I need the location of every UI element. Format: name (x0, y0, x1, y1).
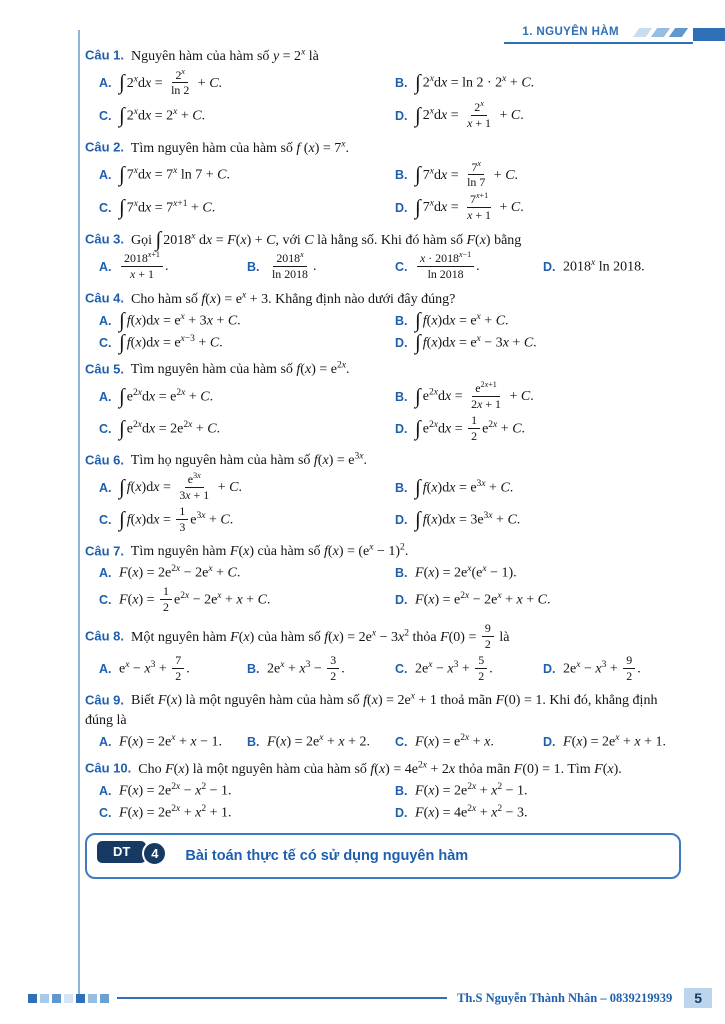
option-letter: C. (99, 335, 112, 350)
answer-options (85, 780, 681, 823)
option-c (99, 585, 385, 616)
option-formula: ∫ $e^{2x}dx = e^{2x} + C$. (119, 384, 214, 408)
option-formula: ∫ $e^{2x}dx = 2e^{2x} + C$. (119, 416, 221, 441)
option-letter: B. (247, 661, 260, 676)
option-formula: ∫ f(x)dx = $\frac{e^{3x}}{3x + 1}$ + C. (119, 471, 242, 503)
option-d (395, 192, 681, 224)
option-letter: A. (99, 259, 112, 274)
option-formula: ∫ $7^xdx = 7^x$ ln 7 + C. (119, 162, 230, 187)
option-letter: D. (395, 805, 408, 820)
question-number-label: Câu 5. (85, 361, 125, 377)
option-formula: ∫ $2^xdx = 2^x + C$. (119, 103, 206, 127)
option-formula: $F(x) = e^{2x} + x$. (415, 733, 494, 750)
option-a (99, 732, 237, 753)
answer-options (85, 654, 681, 685)
answer-options (85, 308, 681, 355)
option-d (395, 505, 681, 536)
deco-square (52, 994, 61, 1003)
answer-options (85, 251, 681, 283)
option-formula: F(x) = $\frac{1}{2}$ $e^{2x} - 2e^x + x + C$. (119, 584, 271, 615)
option-formula: $F(x) = 2e^x + x + 1$. (563, 733, 666, 750)
option-d (395, 100, 681, 132)
option-b (395, 308, 681, 333)
page-footer (28, 988, 712, 1008)
page-header (504, 24, 725, 44)
option-b (247, 251, 385, 283)
option-letter: D. (395, 512, 408, 527)
option-formula: ∫ $f(x)dx = e^x + 3x + C$. (119, 308, 241, 333)
option-formula: ∫ $e^{2x}dx$ = $\frac{e^{2x+1}}{2x + 1}$ + C. (415, 380, 534, 412)
option-a (99, 654, 237, 685)
option-letter: D. (395, 335, 408, 350)
question-3 (85, 227, 681, 283)
option-d (395, 802, 681, 823)
questions-list (85, 46, 681, 823)
option-letter: D. (395, 421, 408, 436)
option-formula: $F(x) = 2e^{2x} - x^2 - 1$. (119, 781, 232, 799)
option-d (395, 585, 681, 616)
question-6 (85, 451, 681, 536)
option-formula: $2e^x - x^3$ + $\frac{5}{2}$ . (415, 652, 493, 683)
option-formula: ∫ $2^xdx$ = $\frac{2^x}{\ln 2}$ + C. (119, 66, 223, 98)
deco-square (76, 994, 85, 1003)
option-formula: $F(x) = e^{2x} - 2e^x + x + C$. (415, 591, 551, 608)
option-b (395, 160, 681, 192)
question-stem (85, 227, 681, 252)
deco-square (40, 994, 49, 1003)
question-number-label: Câu 8. (85, 628, 125, 644)
question-stem (85, 622, 681, 653)
option-c (99, 802, 385, 823)
option-a (99, 251, 237, 283)
option-formula: $F(x) = 2e^{2x} + x^2 + 1$. (119, 803, 232, 821)
option-letter: C. (395, 661, 408, 676)
question-number-label: Câu 7. (85, 543, 125, 559)
question-number-label: Câu 6. (85, 452, 125, 468)
answer-options (85, 160, 681, 224)
dt-banner-title: Bài toán thực tế có sử dụng nguyên hàm (185, 848, 469, 865)
option-a (99, 780, 385, 801)
option-b (395, 68, 681, 100)
option-letter: D. (395, 593, 408, 608)
option-formula: ∫ f(x)dx = $\frac{1}{3}$ $e^{3x} + C$. (119, 503, 234, 534)
left-margin-rule (78, 30, 80, 994)
option-formula: ∫ $e^{2x}dx$ = $\frac{1}{2}$ $e^{2x} + C$. (415, 412, 526, 443)
deco-square (64, 994, 73, 1003)
option-formula: ∫ $f(x)dx = e^{x-3} + C$. (119, 330, 223, 355)
option-letter: D. (395, 108, 408, 123)
header-edge-bar (693, 28, 725, 41)
option-letter: B. (247, 734, 260, 749)
option-letter: A. (99, 480, 112, 495)
option-letter: B. (395, 75, 408, 90)
question-text: Tìm nguyên hàm của hàm số $f(x) = e^{2x}$. (130, 360, 350, 378)
question-8 (85, 622, 681, 685)
footer-rule (117, 997, 447, 1000)
footer-decoration (28, 994, 109, 1003)
option-b (395, 381, 681, 413)
option-a (99, 308, 385, 333)
question-stem (85, 138, 681, 159)
question-number-label: Câu 4. (85, 290, 125, 306)
option-formula: ∫ $f(x)dx = e^x + C$. (415, 308, 509, 333)
option-c (99, 100, 385, 132)
question-text: Tìm nguyên hàm của hàm số f $(x) = 7^x$. (130, 138, 349, 156)
chapter-title: 1. NGUYÊN HÀM (522, 26, 619, 38)
question-stem (85, 360, 681, 381)
slash-decoration-icon (633, 28, 652, 37)
option-formula: $F(x) = 2e^{2x} - 2e^x + C$. (119, 564, 241, 582)
answer-options (85, 472, 681, 535)
question-2 (85, 138, 681, 224)
question-stem (85, 691, 681, 731)
option-formula: ∫ $7^xdx$ = $\frac{7^x}{\ln 7}$ + C. (415, 158, 519, 190)
option-formula: ∫ $2^xdx$ = $\frac{2^x}{x + 1}$ + C. (415, 99, 524, 131)
option-c (395, 732, 533, 753)
question-7 (85, 542, 681, 616)
option-formula: ∫ $2^xdx = \ln 2 \cdot 2^x + C$. (415, 70, 535, 95)
option-formula: $\frac{2018^x}{\ln 2018}$ . (272, 250, 317, 282)
question-5 (85, 360, 681, 445)
option-letter: C. (99, 593, 112, 608)
option-letter: A. (99, 734, 112, 749)
slash-decoration-icon (669, 28, 688, 37)
option-formula: ∫ $7^xdx = 7^{x+1} + C$. (119, 194, 216, 219)
deco-square (100, 994, 109, 1003)
option-a (99, 381, 385, 413)
question-stem (85, 451, 681, 472)
question-text: Cho F(x) là một nguyên hàm của hàm số $f(x) = 4e^{2x} + 2x$ thỏa mãn F(0) = 1. Tìm F(x). (138, 759, 622, 777)
option-formula: $F(x) = 2e^{2x} + x^2 - 1$. (415, 781, 528, 799)
option-b (395, 780, 681, 801)
option-letter: B. (395, 167, 408, 182)
option-letter: A. (99, 313, 112, 328)
option-c (395, 251, 533, 283)
option-letter: A. (99, 75, 112, 90)
answer-options (85, 381, 681, 444)
option-letter: A. (99, 783, 112, 798)
question-text: Tìm nguyên hàm F(x) của hàm số $f(x) = (e^x - 1)^2$. (130, 542, 409, 560)
option-letter: A. (99, 389, 112, 404)
option-formula: $F(x) = 2e^x + x + 2$. (267, 733, 370, 750)
option-letter: A. (99, 167, 112, 182)
option-formula: $\frac{2018^{x+1}}{x + 1}$ . (119, 251, 168, 283)
slash-decoration-icon (651, 28, 670, 37)
header-band (504, 24, 693, 44)
question-number-label: Câu 1. (85, 47, 125, 63)
question-number-label: Câu 10. (85, 760, 132, 776)
option-formula: $2e^x - x^3$ + $\frac{9}{2}$ . (563, 652, 641, 683)
option-letter: B. (247, 259, 260, 274)
option-letter: B. (395, 313, 408, 328)
option-formula: ∫ $f(x)dx = 3e^{3x} + C$. (415, 507, 521, 532)
option-c (395, 654, 533, 685)
option-letter: A. (99, 661, 112, 676)
option-d (395, 414, 681, 445)
question-number-label: Câu 9. (85, 692, 125, 708)
option-a (99, 472, 385, 504)
question-text: Biết F(x) là một nguyên hàm của hàm số $f(x) = 2e^x + 1$ thoả mãn F(0) = 1. Khi đó, khẳng định đúng là (85, 691, 658, 729)
question-text: Một nguyên hàm F(x) của hàm số $f(x) = 2e^x - 3x^2$ thỏa F(0) = $\frac{9}{2}$ là (131, 621, 510, 651)
option-formula: $F(x) = 2e^x(e^x - 1)$. (415, 564, 517, 582)
option-formula: $F(x) = 4e^{2x} + x^2 - 3$. (415, 803, 528, 821)
option-letter: C. (99, 200, 112, 215)
option-formula: $e^x - x^3$ + $\frac{7}{2}$ . (119, 652, 190, 683)
question-stem (85, 46, 681, 67)
question-stem (85, 289, 681, 310)
page-content (85, 46, 681, 879)
dt-banner (85, 833, 681, 879)
question-text: Nguyên hàm của hàm số $y = 2^x$ là (131, 47, 319, 64)
option-letter: C. (99, 421, 112, 436)
question-number-label: Câu 3. (85, 231, 125, 247)
option-letter: C. (99, 108, 112, 123)
option-d (543, 654, 681, 685)
question-stem (85, 759, 681, 780)
question-10 (85, 759, 681, 824)
option-formula: $F(x) = 2e^x + x - 1$. (119, 733, 222, 750)
option-letter: A. (99, 566, 112, 581)
question-text: Tìm họ nguyên hàm của hàm số $f(x) = e^{3x}$. (130, 451, 367, 469)
option-a (99, 68, 385, 100)
answer-options (85, 563, 681, 616)
option-formula: $\frac{x \cdot 2018^{x-1}}{\ln 2018}$ . (415, 251, 480, 283)
option-letter: C. (395, 259, 408, 274)
answer-options (85, 732, 681, 753)
option-letter: B. (395, 389, 408, 404)
option-c (99, 414, 385, 445)
question-1 (85, 46, 681, 132)
page-number: 5 (684, 988, 712, 1008)
answer-options (85, 68, 681, 132)
option-letter: B. (395, 480, 408, 495)
option-letter: C. (99, 512, 112, 527)
footer-author: Th.S Nguyễn Thành Nhân – 0839219939 (457, 990, 673, 1005)
option-b (395, 563, 681, 584)
dt-chip: DT (97, 841, 146, 863)
dt-number-badge: 4 (142, 841, 167, 866)
option-d (395, 330, 681, 355)
option-c (99, 505, 385, 536)
option-formula: ∫ $f(x)dx = e^{3x} + C$. (415, 475, 514, 499)
question-text: Gọi ∫ 2018$^x$ dx = F(x) + C, với C là hằng số. Khi đó hàm số F(x) bằng (131, 227, 522, 252)
deco-square (88, 994, 97, 1003)
option-formula: $2e^x + x^3$ − $\frac{3}{2}$ . (267, 652, 345, 683)
option-c (99, 192, 385, 224)
option-d (543, 732, 681, 753)
deco-square (28, 994, 37, 1003)
question-4 (85, 289, 681, 354)
option-a (99, 160, 385, 192)
option-formula: ∫ $7^xdx$ = $\frac{7^{x+1}}{x + 1}$ + C. (415, 191, 524, 223)
question-9 (85, 691, 681, 753)
option-d (543, 251, 681, 283)
option-letter: B. (395, 566, 408, 581)
question-number-label: Câu 2. (85, 139, 125, 155)
question-text: Cho hàm số $f(x) = e^x + 3$. Khẳng định nào dưới đây đúng? (131, 290, 456, 307)
option-b (247, 732, 385, 753)
option-letter: D. (543, 661, 556, 676)
option-b (395, 472, 681, 504)
option-formula: ∫ $f(x)dx = e^x - 3x + C$. (415, 330, 537, 355)
option-c (99, 330, 385, 355)
option-letter: D. (543, 734, 556, 749)
option-b (247, 654, 385, 685)
option-letter: C. (395, 734, 408, 749)
option-a (99, 563, 385, 584)
option-letter: B. (395, 783, 408, 798)
question-stem (85, 542, 681, 563)
option-letter: D. (543, 259, 556, 274)
option-letter: C. (99, 805, 112, 820)
option-formula: 2018$^x$ ln 2018. (563, 258, 645, 275)
option-letter: D. (395, 200, 408, 215)
